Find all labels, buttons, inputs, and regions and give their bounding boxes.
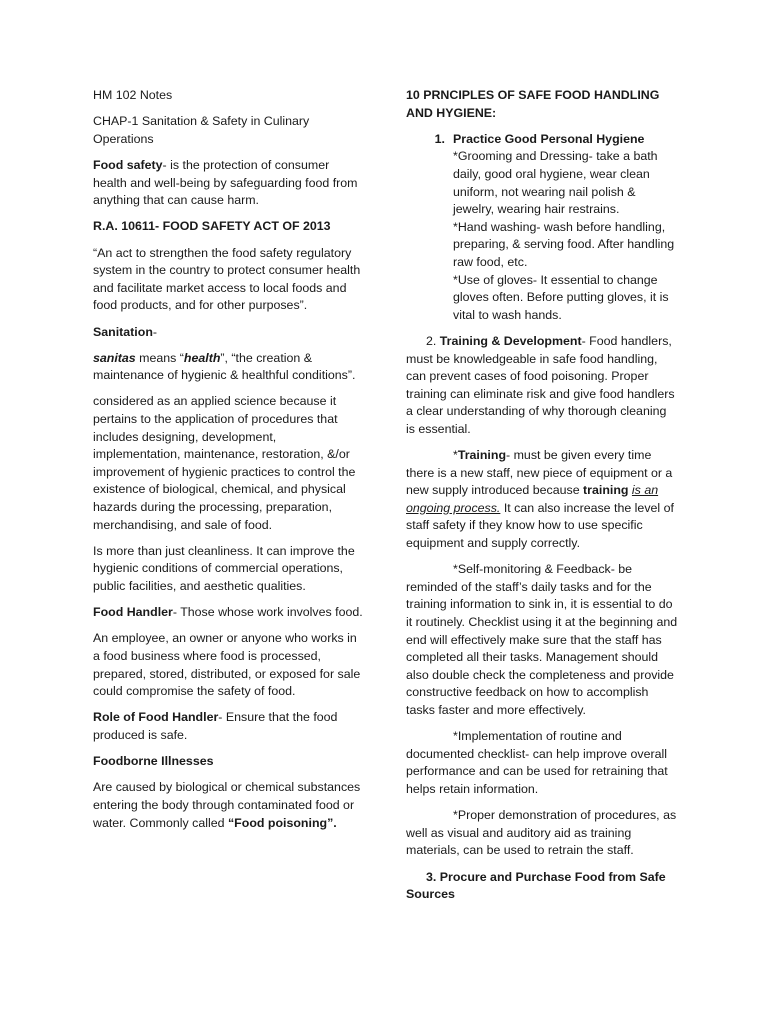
ra-quote: “An act to strengthen the food safety regulatory system in the country to protect consumer health and facilitate market access to local foods and food products, and for other purposes”. — [93, 245, 361, 313]
hand-washing-item: *Hand washing- wash before handling, preparing, & serving food. After handling raw food, etc. — [453, 219, 675, 269]
principle-1-title: Practice Good Personal Hygiene — [453, 131, 645, 146]
implementation-paragraph: *Implementation of routine and documented checklist- can help improve overall performance and can be used for retraining that helps retain information. — [406, 729, 668, 796]
sanitas-definition: sanitas means “health”, “the creation & maintenance of hygienic & healthful conditions”. — [93, 350, 356, 383]
applied-science-paragraph: considered as an applied science because it pertains to the application of procedures that includes designing, development, implementation, maintenance, restoration, &/or improvement of hygienic practices to control the existence of biological, chemical, and physical hazards during the processing, preparation, merchandising, and sale of food. — [93, 394, 356, 532]
left-column — [93, 87, 365, 841]
chapter-title: CHAP-1 Sanitation & Safety in Culinary Operations — [93, 114, 310, 146]
principle-1 — [406, 131, 678, 325]
food-handler-paragraph: Food Handler- Those whose work involves food. — [93, 605, 363, 620]
ra-heading: R.A. 10611- FOOD SAFETY ACT OF 2013 — [93, 219, 331, 234]
foodborne-heading: Foodborne Illnesses — [93, 754, 214, 769]
role-paragraph: Role of Food Handler- Ensure that the food produced is safe. — [93, 710, 338, 742]
right-column — [406, 87, 678, 912]
principle-3: 3. Procure and Purchase Food from Safe Sources — [406, 869, 666, 902]
gloves-item: *Use of gloves- It essential to change gloves often. Before putting gloves, it is vital to wash hands. — [453, 272, 669, 322]
principles-heading: 10 PRNCIPLES OF SAFE FOOD HANDLING AND HYGIENE: — [406, 88, 660, 120]
principle-2: 2. Training & Development- Food handlers, must be knowledgeable in safe food handling, can prevent cases of food poisoning. Proper training can eliminate risk and give food handlers a clear understanding of why thorough cleaning is essential. — [406, 333, 675, 436]
cleanliness-paragraph: Is more than just cleanliness. It can improve the hygienic conditions of commercial operations, public facilities, and aesthetic qualities. — [93, 543, 355, 593]
food-safety-paragraph: Food safety- is the protection of consumer health and well-being by safeguarding food from anything that can cause harm. — [93, 157, 358, 208]
sanitation-heading: Sanitation- — [93, 324, 158, 339]
course-title: HM 102 Notes — [93, 88, 173, 102]
foodborne-paragraph: Are caused by biological or chemical substances entering the body through contaminated food or water. Commonly called “Food poisoning”. — [93, 780, 361, 830]
self-monitoring-paragraph: *Self-monitoring & Feedback- be reminded of the staff’s daily tasks and for the training information to sink in, it is essential to do it routinely. Checklist using it at the beginning and end will effectively make sure that the staff has completed all their tasks. Management should also double check the completeness and provide constructive feedback on how to accomplish tasks faster and more effectively. — [406, 562, 678, 717]
employee-paragraph: An employee, an owner or anyone who works in a food business where food is processed, prepared, stored, distributed, or exposed for sale could compromise the safety of food. — [93, 631, 361, 699]
training-paragraph: *Training- must be given every time there is a new staff, new piece of equipment or a new supply introduced because training is an ongoing process. It can also increase the level of staff safety if they know how to use specific equipment and supply correctly. — [406, 448, 674, 551]
grooming-item: *Grooming and Dressing- take a bath daily, good oral hygiene, wear clean uniform, not wearing nail polish & jewelry, wearing hair restrains. — [453, 149, 658, 217]
demonstration-paragraph: *Proper demonstration of procedures, as well as visual and auditory aid as training materials, can be used to retrain the staff. — [406, 808, 677, 858]
food-safety-term: Food safety — [93, 157, 163, 172]
principle-1-number: 1. — [434, 131, 445, 146]
